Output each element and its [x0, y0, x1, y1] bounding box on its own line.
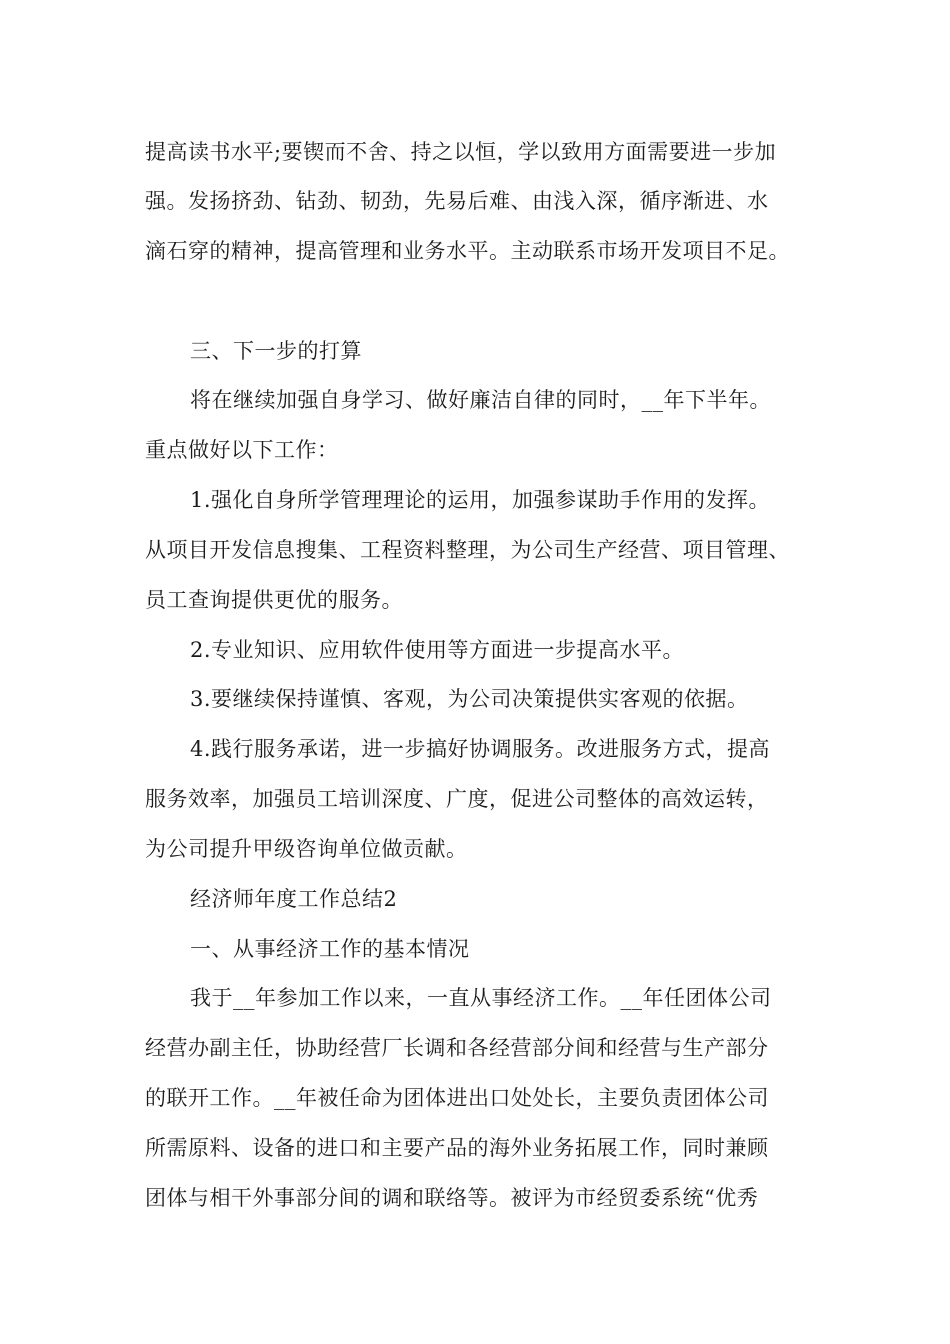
text-line: 服务效率，加强员工培训深度、广度，促进公司整体的高效运转，	[145, 787, 769, 811]
section-heading: 三、下一步的打算	[190, 339, 362, 363]
section-heading: 一、从事经济工作的基本情况	[190, 937, 470, 961]
text-line: 我于__年参加工作以来，一直从事经济工作。__年任团体公司	[190, 986, 772, 1010]
text-line: 滴石穿的精神，提高管理和业务水平。主动联系市场开发项目不足。	[145, 239, 790, 263]
text-line: 强。发扬挤劲、钻劲、韧劲，先易后难、由浅入深，循序渐进、水	[145, 189, 769, 213]
text-line: 经营办副主任，协助经营厂长调和各经营部分间和经营与生产部分	[145, 1036, 769, 1060]
text-line: 重点做好以下工作：	[145, 438, 339, 462]
text-line: 从项目开发信息搜集、工程资料整理，为公司生产经营、项目管理、	[145, 538, 790, 562]
text-line: 团体与相干外事部分间的调和联络等。被评为市经贸委系统“优秀	[145, 1186, 759, 1210]
text-line: 员工查询提供更优的服务。	[145, 588, 403, 612]
text-line: 将在继续加强自身学习、做好廉洁自律的同时，__年下半年。	[190, 388, 771, 412]
text-line: 所需原料、设备的进口和主要产品的海外业务拓展工作，同时兼顾	[145, 1136, 769, 1160]
text-line: 为公司提升甲级咨询单位做贡献。	[145, 837, 468, 861]
list-item: 2.专业知识、应用软件使用等方面进一步提高水平。	[190, 638, 685, 662]
text-line: 提高读书水平;要锲而不舍、持之以恒，学以致用方面需要进一步加	[145, 140, 777, 164]
document-title: 经济师年度工作总结2	[190, 887, 398, 911]
text-line: 的联开工作。__年被任命为团体进出口处处长，主要负责团体公司	[145, 1086, 769, 1110]
list-item: 4.践行服务承诺，进一步搞好协调服务。改进服务方式，提高	[190, 737, 771, 761]
list-item: 1.强化自身所学管理理论的运用，加强参谋助手作用的发挥。	[190, 488, 771, 512]
list-item: 3.要继续保持谨慎、客观，为公司决策提供实客观的依据。	[190, 687, 749, 711]
